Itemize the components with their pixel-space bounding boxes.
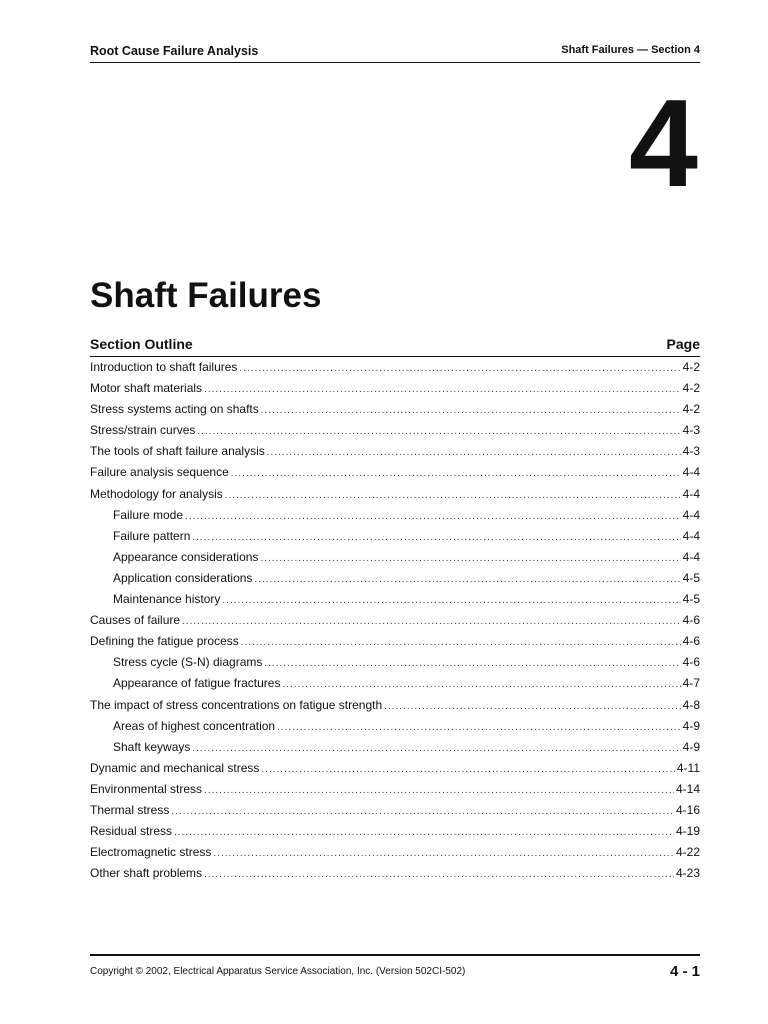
toc-entry-page: 4-9 xyxy=(682,739,700,754)
dot-leader xyxy=(241,632,681,653)
toc-entry-page: 4-16 xyxy=(675,802,700,817)
dot-leader xyxy=(261,400,681,421)
toc-entry-title: The impact of stress concentrations on fatigue strength xyxy=(90,697,383,712)
toc-entry xyxy=(90,357,700,378)
toc-entry-page: 4-3 xyxy=(682,423,700,438)
toc-entry-title: The tools of shaft failure analysis xyxy=(90,444,265,459)
toc-entry-page: 4-4 xyxy=(682,465,700,480)
dot-leader xyxy=(222,590,680,611)
copyright-notice: Copyright © 2002, Electrical Apparatus Service Association, Inc. (Version 502CI-502) xyxy=(90,966,466,977)
section-outline-header xyxy=(90,336,700,357)
dot-leader xyxy=(231,463,681,484)
toc-entry-page: 4-6 xyxy=(682,655,700,670)
toc-entry-title: Defining the fatigue process xyxy=(90,634,239,649)
dot-leader xyxy=(239,358,680,379)
toc-entry-page: 4-4 xyxy=(682,507,700,522)
dot-leader xyxy=(267,442,681,463)
toc-entry-title: Failure pattern xyxy=(113,528,191,543)
toc-entry xyxy=(90,863,700,884)
toc-entry xyxy=(90,695,700,716)
toc-subentry xyxy=(90,505,700,526)
header-document-title: Root Cause Failure Analysis xyxy=(90,44,259,58)
toc-entry-page: 4-5 xyxy=(682,592,700,607)
toc-entry-title: Motor shaft materials xyxy=(90,381,203,396)
toc-entry-title: Environmental stress xyxy=(90,781,203,796)
dot-leader xyxy=(282,674,680,695)
toc-subentry xyxy=(90,716,700,737)
page-title: Shaft Failures xyxy=(90,276,322,315)
toc-entry-title: Maintenance history xyxy=(113,592,221,607)
toc-entry-title: Stress cycle (S-N) diagrams xyxy=(113,655,263,670)
page-number: 4 - 1 xyxy=(669,963,700,980)
toc-entry xyxy=(90,462,700,483)
toc-entry-title: Causes of failure xyxy=(90,613,181,628)
toc-entry-page: 4-14 xyxy=(675,781,700,796)
toc-entry xyxy=(90,484,700,505)
toc-entry-title: Electromagnetic stress xyxy=(90,845,212,860)
dot-leader xyxy=(197,421,680,442)
dot-leader xyxy=(260,548,680,569)
toc-entry-page: 4-5 xyxy=(682,570,700,585)
dot-leader xyxy=(192,738,680,759)
toc-entry-title: Areas of highest concentration xyxy=(113,718,276,733)
toc-subentry xyxy=(90,589,700,610)
toc-entry xyxy=(90,800,700,821)
toc-entry-page: 4-2 xyxy=(682,402,700,417)
toc-entry-page: 4-23 xyxy=(675,866,700,881)
toc-entry-title: Other shaft problems xyxy=(90,866,203,881)
dot-leader xyxy=(192,527,680,548)
toc-entry xyxy=(90,779,700,800)
chapter-number: 4 xyxy=(629,75,698,213)
toc-entry-page: 4-7 xyxy=(682,676,700,691)
toc-entry xyxy=(90,420,700,441)
toc-entry-page: 4-9 xyxy=(682,718,700,733)
header-section-label: Shaft Failures — Section 4 xyxy=(561,44,700,56)
toc-entry-title: Introduction to shaft failures xyxy=(90,360,238,374)
dot-leader xyxy=(174,822,674,843)
running-header xyxy=(90,42,700,63)
toc-entry-page: 4-8 xyxy=(682,697,700,712)
toc-subentry xyxy=(90,652,700,673)
toc-subentry xyxy=(90,673,700,694)
toc-entry-page: 4-4 xyxy=(682,528,700,543)
dot-leader xyxy=(277,717,681,738)
toc-entry-page: 4-11 xyxy=(676,760,700,775)
toc-entry xyxy=(90,610,700,631)
page-column-heading: Page xyxy=(666,336,700,352)
toc-entry-title: Residual stress xyxy=(90,824,173,839)
toc-entry-title: Failure analysis sequence xyxy=(90,465,229,480)
toc-entry xyxy=(90,441,700,462)
section-outline-heading: Section Outline xyxy=(90,336,193,352)
toc-entry xyxy=(90,842,700,863)
toc-entry-title: Thermal stress xyxy=(90,802,170,817)
dot-leader xyxy=(213,843,674,864)
toc-entry-page: 4-2 xyxy=(682,381,700,396)
dot-leader xyxy=(204,780,674,801)
toc-entry-page: 4-2 xyxy=(682,360,700,374)
dot-leader xyxy=(225,485,681,506)
toc-subentry xyxy=(90,568,700,589)
toc-entry xyxy=(90,758,700,779)
page-footer xyxy=(90,954,700,986)
dot-leader xyxy=(185,506,681,527)
toc-entry-title: Failure mode xyxy=(113,507,184,522)
toc-entry-title: Application considerations xyxy=(113,570,253,585)
toc-entry-page: 4-4 xyxy=(682,549,700,564)
toc-entry-title: Stress systems acting on shafts xyxy=(90,402,259,417)
dot-leader xyxy=(264,653,680,674)
toc-subentry xyxy=(90,526,700,547)
toc-entry-title: Methodology for analysis xyxy=(90,486,223,501)
toc-entry-title: Shaft keyways xyxy=(113,739,191,754)
toc-entry-page: 4-22 xyxy=(675,845,700,860)
dot-leader xyxy=(171,801,674,822)
dot-leader xyxy=(384,696,681,717)
dot-leader xyxy=(204,379,681,400)
toc-entry-page: 4-6 xyxy=(682,613,700,628)
toc-entry-title: Appearance considerations xyxy=(113,549,259,564)
toc-entry xyxy=(90,399,700,420)
toc-entry xyxy=(90,821,700,842)
table-of-contents xyxy=(90,357,700,884)
toc-entry-title: Appearance of fatigue fractures xyxy=(113,676,281,691)
toc-entry-title: Stress/strain curves xyxy=(90,423,196,438)
dot-leader xyxy=(261,759,674,780)
toc-subentry xyxy=(90,737,700,758)
toc-entry-page: 4-3 xyxy=(682,444,700,459)
dot-leader xyxy=(204,864,674,885)
toc-entry-title: Dynamic and mechanical stress xyxy=(90,760,260,775)
toc-entry-page: 4-4 xyxy=(682,486,700,501)
toc-entry xyxy=(90,378,700,399)
toc-entry xyxy=(90,631,700,652)
toc-entry-page: 4-19 xyxy=(675,824,700,839)
toc-entry-page: 4-6 xyxy=(682,634,700,649)
dot-leader xyxy=(254,569,680,590)
toc-subentry xyxy=(90,547,700,568)
dot-leader xyxy=(182,611,681,632)
